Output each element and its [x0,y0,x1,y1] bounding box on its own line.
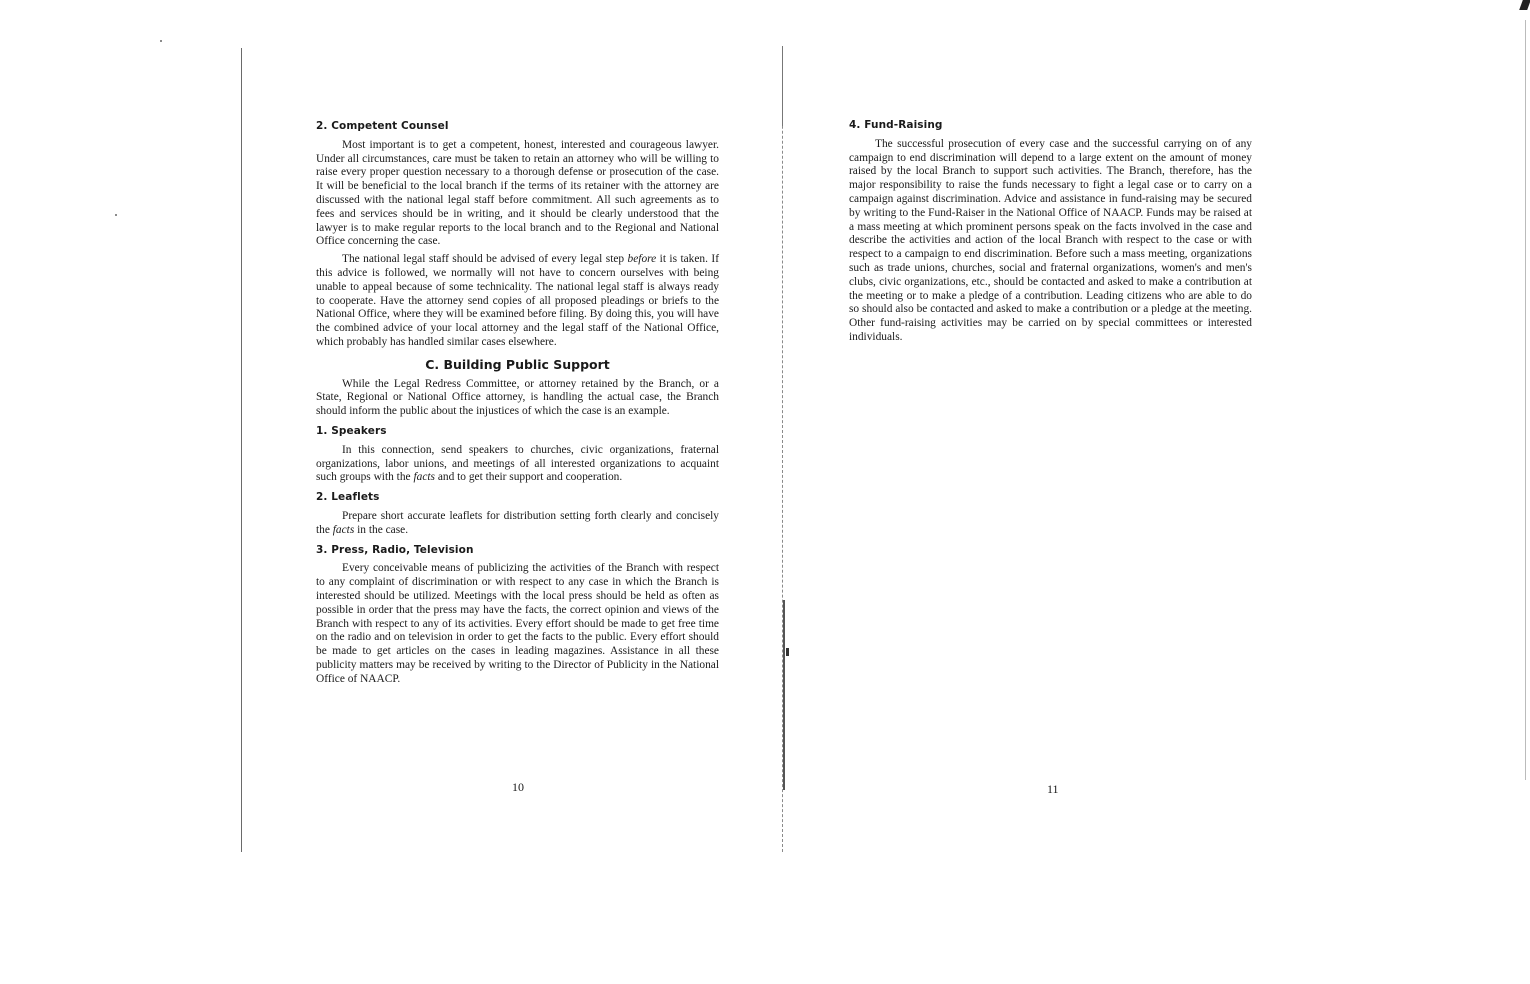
paragraph-speakers-part-b: and to get their support and cooperation. [434,471,623,484]
paragraph-speakers-part-a: In this connection, send speakers to churches, civic organizations, fraternal organizations, labor unions, and meetings of all interested organizations to acquaint such groups with the [316,443,719,484]
paragraph-leaflets-part-b: in the case. [354,523,409,536]
paragraph-counsel-1: Most important is to get a competent, honest, interested and courageous lawyer. Under all circumstances, care must be taken to retain an attorney who will be willing to raise every proper question necessary to a thorough defense or prosecution of the case. It will be beneficial to the local branch if the terms of its retainer with the attorney are discussed with the national legal staff before commitment. All such agreements as to fees and services should be in writing, and it should be clearly understood that the lawyer is to make regular reports to the local branch and to the Regional and National Office concerning the case. [316,138,719,248]
scan-speck [786,648,789,656]
left-page-edge [241,48,242,852]
paragraph-speakers [316,444,719,485]
page-number-right: 11 [1047,782,1059,796]
section-heading-speakers: 1. Speakers [316,424,387,437]
spine-gutter-mark-top [782,46,783,126]
section-heading-fund-raising: 4. Fund-Raising [849,119,943,131]
paragraph-leaflets-part-a: Prepare short accurate leaflets for distribution setting forth clearly and concisely the [316,509,719,536]
scan-speck [115,214,117,216]
paragraph-public-support-intro: While the Legal Redress Committee, or attorney retained by the Branch, or a State, Regional or National Office attorney, is handling the actual case, the Branch should inform the public about the injustices of which the case is an example. [316,377,719,418]
section-heading-competent-counsel: 2. Competent Counsel [316,120,449,132]
left-page [316,120,719,690]
paragraph-counsel-2-part-b: it is taken. If this advice is followed, we normally will not have to concern ourselves with being unable to appeal because of some technicality. The national legal staff is always ready to cooperate. Have the attorney send copies of all proposed pleadings or briefs to the National Office, where they will be examined before filing. By doing this, you will have the combined advice of your local attorney and the legal staff of the National Office, which probably has handled similar cases elsewhere. [316,253,719,348]
paragraph-press: Every conceivable means of publicizing the activities of the Branch with respect to any complaint of discrimination or with respect to any case in which the Branch is interested should be utilized. Meetings with the local press should be held as often as possible in order that the press may have the facts, the correct opinion and views of the Branch with respect to any of its activities. Every effort should be made to get free time on the radio and on television in order to get the facts to the public. Every effort should be made to get articles on the cases in leading magazines. Assistance in all these publicity matters may be received by writing to the Director of Publicity in the National Office of NAACP. [316,562,719,685]
major-heading-public-support: C. Building Public Support [425,356,610,372]
emphasis-facts: facts [332,523,355,536]
scan-speck [160,40,162,42]
right-page [849,119,1252,349]
emphasis-facts: facts [413,471,435,484]
right-page-edge [1525,20,1526,780]
scan-corner-mark [1519,0,1530,10]
paragraph-leaflets [316,510,719,538]
section-heading-leaflets: 2. Leaflets [316,491,380,504]
paragraph-counsel-2 [316,253,719,350]
paragraph-counsel-2-part-a: The national legal staff should be advised of every legal step [342,253,628,266]
spine-gutter-mark-bottom [783,600,785,790]
page-number-left: 10 [512,780,524,794]
emphasis-before: before [627,253,657,266]
section-heading-press-radio-television: 3. Press, Radio, Television [316,543,474,556]
paragraph-fund-raising: The successful prosecution of every case and the successful carrying on of any campaign to end discrimination will depend to a large extent on the amount of money raised by the local Branch to support such activities. The Branch, therefore, has the major responsibility to raise the funds necessary to fight a legal case or to carry on a campaign against discrimination. Advice and assistance in fund-raising may be secured by writing to the Fund-Raiser in the National Office of NAACP. Funds may be raised at a mass meeting at which prominent persons speak on the facts involved in the case and describe the activities and action of the local Branch with respect to the case or with respect to a campaign to end discrimination. Before such a mass meeting, organizations such as trade unions, churches, social and fraternal organizations, women's and men's clubs, civic organizations, etc., should be contacted and asked to make a contribution at the meeting or to make a pledge of a contribution. Leading citizens who are able to do so should also be contacted and asked to make a contribution or a pledge at the meeting. Other fund-raising activities may be carried on by special committees or interested individuals. [849,137,1252,343]
